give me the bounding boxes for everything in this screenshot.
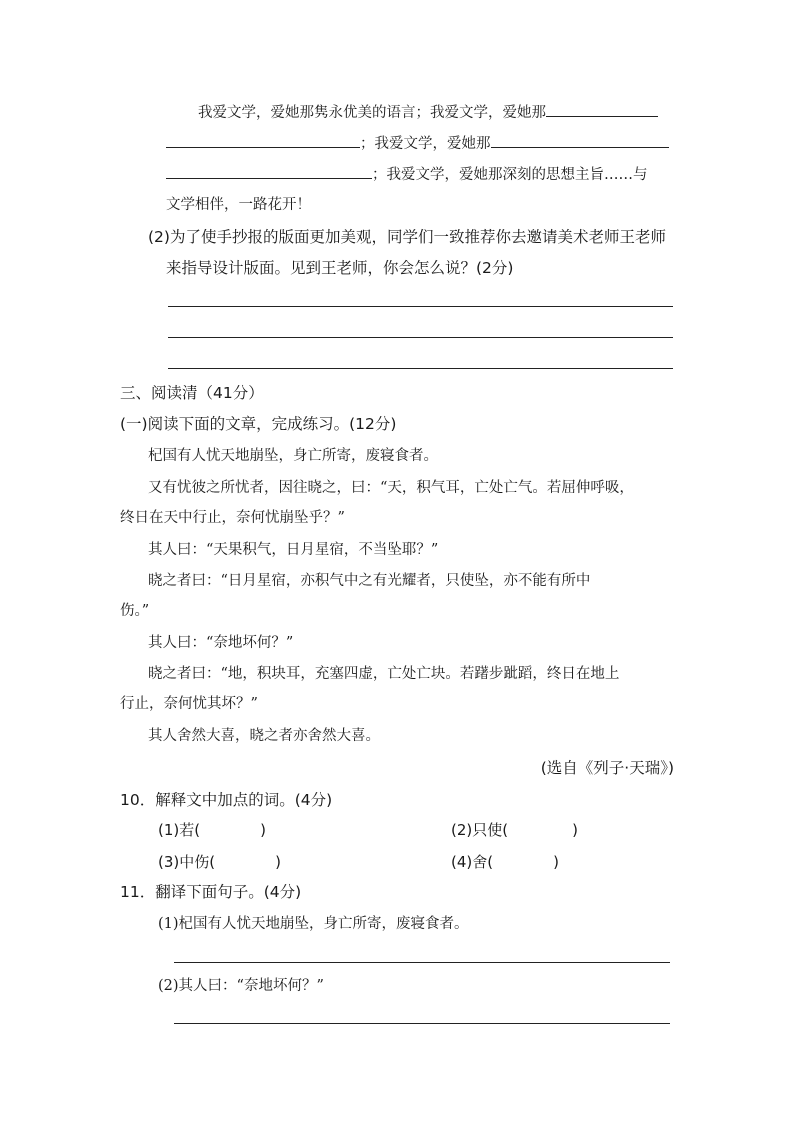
q10-item-3: (3)中伤( )	[158, 853, 281, 871]
section-three-title: 三、阅读清（41分）	[120, 384, 264, 402]
passage-source: (选自《列子·天瑞》)	[540, 759, 674, 777]
q2-answer-line-1[interactable]	[168, 306, 673, 307]
poem-blank-1[interactable]	[546, 102, 658, 117]
q2-answer-line-2[interactable]	[168, 337, 673, 338]
q2-prompt-line-2: 来指导设计版面。见到王老师，你会怎么说？(2分)	[166, 259, 514, 277]
poem-blank-4[interactable]	[166, 164, 372, 179]
poem-blank-2[interactable]	[166, 133, 360, 148]
passage-paragraph-4b: 伤。”	[120, 603, 150, 619]
q11-title: 11．翻译下面句子。(4分)	[120, 883, 302, 901]
passage-paragraph-4a: 晓之者曰：“日月星宿，亦积气中之有光耀者，只使坠，亦不能有所中	[148, 573, 591, 589]
q11-answer-line-2[interactable]	[174, 1023, 670, 1024]
q10-item-4: (4)舍( )	[451, 853, 559, 871]
q10-item-1: (1)若( )	[158, 821, 266, 839]
q11-sentence-2: (2)其人曰：“奈地坏何？”	[158, 978, 324, 994]
poem-line-4: 文学相伴，一路花开！	[166, 197, 311, 213]
passage-paragraph-3: 其人曰：“天果积气，日月星宿，不当坠耶？”	[148, 542, 439, 558]
passage-paragraph-5: 其人曰：“奈地坏何？”	[148, 635, 294, 651]
poem-line-2: ；我爱文学，爱她那	[166, 133, 669, 154]
passage-paragraph-7: 其人舍然大喜，晓之者亦舍然大喜。	[148, 728, 380, 744]
poem-line-3: ；我爱文学，爱她那深刻的思想主旨……与	[166, 164, 648, 185]
q2-answer-line-3[interactable]	[168, 368, 673, 369]
passage-paragraph-2a: 又有忧彼之所忧者，因往晓之，曰：“天，积气耳，亡处亡气。若屈伸呼吸，	[148, 480, 634, 496]
poem-blank-3[interactable]	[491, 133, 669, 148]
q10-title: 10．解释文中加点的词。(4分)	[120, 791, 333, 809]
passage-paragraph-6b: 行止，奈何忧其坏？”	[120, 696, 258, 712]
q11-sentence-1: (1)杞国有人忧天地崩坠，身亡所寄，废寝食者。	[158, 916, 469, 932]
poem-line-1: 我爱文学，爱她那隽永优美的语言；我爱文学，爱她那	[198, 102, 658, 123]
passage-paragraph-6a: 晓之者曰：“地，积块耳，充塞四虚，亡处亡块。若躇步跐蹈，终日在地上	[148, 666, 620, 682]
q2-prompt-line-1: (2)为了使手抄报的版面更加美观，同学们一致推荐你去邀请美术老师王老师	[148, 228, 666, 246]
passage-paragraph-1: 杞国有人忧天地崩坠，身亡所寄，废寝食者。	[148, 448, 438, 464]
q11-answer-line-1[interactable]	[174, 962, 670, 963]
passage-paragraph-2b: 终日在天中行止，奈何忧崩坠乎？”	[120, 510, 345, 526]
q10-item-2: (2)只使( )	[451, 821, 578, 839]
part-one-title: (一)阅读下面的文章，完成练习。(12分)	[120, 415, 397, 433]
